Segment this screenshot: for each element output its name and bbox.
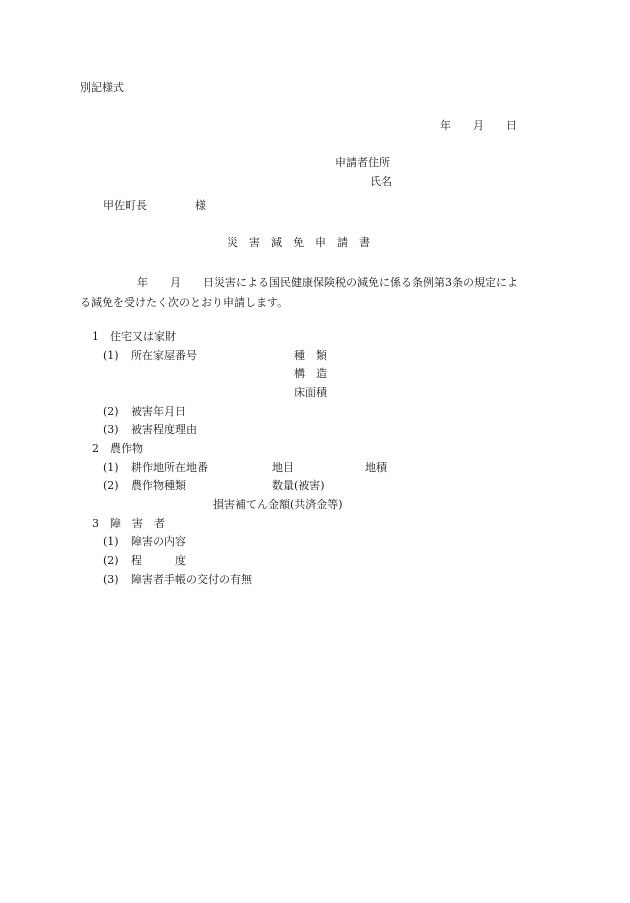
section-3-heading: 3 障 害 者 <box>92 517 165 530</box>
applicant-name-label: 氏名 <box>370 175 392 188</box>
section-2-heading: 2 農作物 <box>92 442 143 455</box>
addressee-mayor: 甲佐町長 <box>103 199 147 212</box>
section-3-item-3-label: 障害者手帳の交付の有無 <box>131 573 252 586</box>
section-3-item-2-number: (2) <box>103 554 119 567</box>
section-2-item-2-label: 農作物種類 <box>131 479 186 492</box>
section-2-item-1-label: 耕作地所在地番 <box>131 461 208 474</box>
section-1-item-3-label: 被害程度理由 <box>131 423 197 436</box>
section-1-heading: 1 住宅又は家財 <box>92 330 176 343</box>
section-1-item-2-number: (2) <box>103 405 119 418</box>
statement-line-1: 年 月 日災害による国民健康保険税の減免に係る条例第3条の規定によ <box>137 276 518 289</box>
section-3-item-3-number: (3) <box>103 573 119 586</box>
field-kind-label: 種 類 <box>294 349 327 362</box>
section-1-item-1-number: (1) <box>103 349 119 362</box>
section-3-item-2-label: 程 度 <box>131 554 186 567</box>
field-structure-label: 構 造 <box>294 367 327 380</box>
section-1-item-3-number: (3) <box>103 423 119 436</box>
section-3-item-1-number: (1) <box>103 535 119 548</box>
field-land-category-label: 地目 <box>272 461 294 474</box>
form-label: 別記様式 <box>80 81 124 94</box>
section-1-item-2-label: 被害年月日 <box>131 405 186 418</box>
applicant-address-label: 申請者住所 <box>335 156 390 169</box>
addressee-honorific: 様 <box>195 199 206 212</box>
section-2-item-2-number: (2) <box>103 479 119 492</box>
section-3-item-1-label: 障害の内容 <box>131 535 186 548</box>
field-compensation-label: 損害補てん金額(共済金等) <box>213 498 343 511</box>
date-line: 年 月 日 <box>440 119 517 132</box>
field-quantity-label: 数量(被害) <box>272 479 325 492</box>
section-1-item-1-label: 所在家屋番号 <box>131 349 197 362</box>
field-land-area-label: 地積 <box>365 461 387 474</box>
statement-line-2: る減免を受けたく次のとおり申請します。 <box>80 296 289 309</box>
document-title: 災 害 減 免 申 請 書 <box>227 236 370 249</box>
field-floor-area-label: 床面積 <box>294 386 327 399</box>
application-statement <box>80 273 550 313</box>
section-2-item-1-number: (1) <box>103 461 119 474</box>
